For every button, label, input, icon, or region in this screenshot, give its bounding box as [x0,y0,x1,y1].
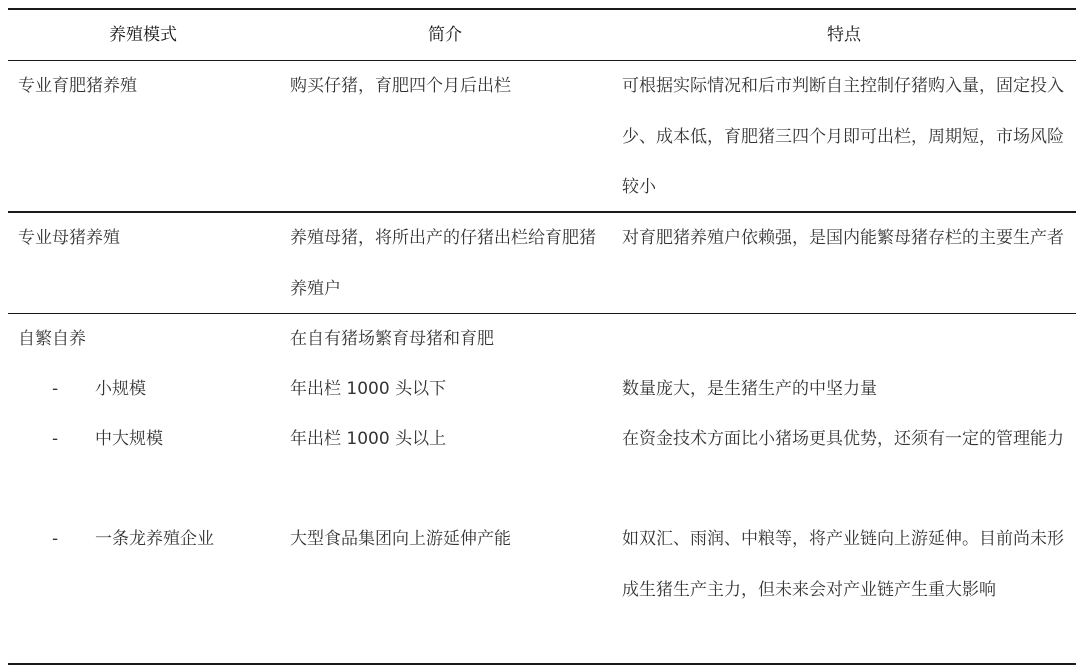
table-bottom-rule [8,663,1076,665]
row-intro: 在自有猪场繁育母猪和育肥 [290,329,494,349]
row-intro: 大型食品集团向上游延伸产能 [290,529,511,549]
dash-marker: - [52,429,59,449]
table-subrow [0,414,1080,514]
row-intro: 年出栏 1000 头以上 [290,429,447,449]
subrow-mode-label: 小规模 [95,379,146,399]
table-subrow [0,364,1080,414]
table-row [0,213,1080,313]
row-features: 如双汇、雨润、中粮等，将产业链向上游延伸。目前尚未形成生猪生产主力，但未来会对产业链产生重大影响 [622,529,1064,600]
row-features: 数量庞大，是生猪生产的中坚力量 [622,379,877,399]
row-mode: 专业母猪养殖 [18,228,120,248]
dash-marker: - [52,529,59,549]
subrow-mode-label: 一条龙养殖企业 [95,529,214,549]
dash-marker: - [52,379,59,399]
row-intro: 购买仔猪，育肥四个月后出栏 [290,76,511,96]
table-row [0,314,1080,364]
header-mode: 养殖模式 [109,25,177,45]
table-row [0,61,1080,211]
table-header-row [0,10,1080,60]
subrow-mode-label: 中大规模 [95,429,163,449]
table-subrow [0,514,1080,664]
row-intro: 年出栏 1000 头以下 [290,379,447,399]
subrow-mode [52,514,282,565]
subrow-mode [52,364,282,415]
subrow-mode [52,414,282,465]
row-features: 对育肥猪养殖户依赖强，是国内能繁母猪存栏的主要生产者 [622,228,1064,248]
row-intro: 养殖母猪，将所出产的仔猪出栏给育肥猪养殖户 [290,228,596,299]
header-features: 特点 [827,25,861,45]
row-mode: 专业育肥猪养殖 [18,76,137,96]
row-mode: 自繁自养 [18,329,86,349]
row-features: 可根据实际情况和后市判断自主控制仔猪购入量，固定投入少、成本低，育肥猪三四个月即可出栏，周期短，市场风险较小 [622,76,1064,197]
header-intro: 简介 [428,25,462,45]
row-features: 在资金技术方面比小猪场更具优势，还须有一定的管理能力 [622,429,1064,449]
